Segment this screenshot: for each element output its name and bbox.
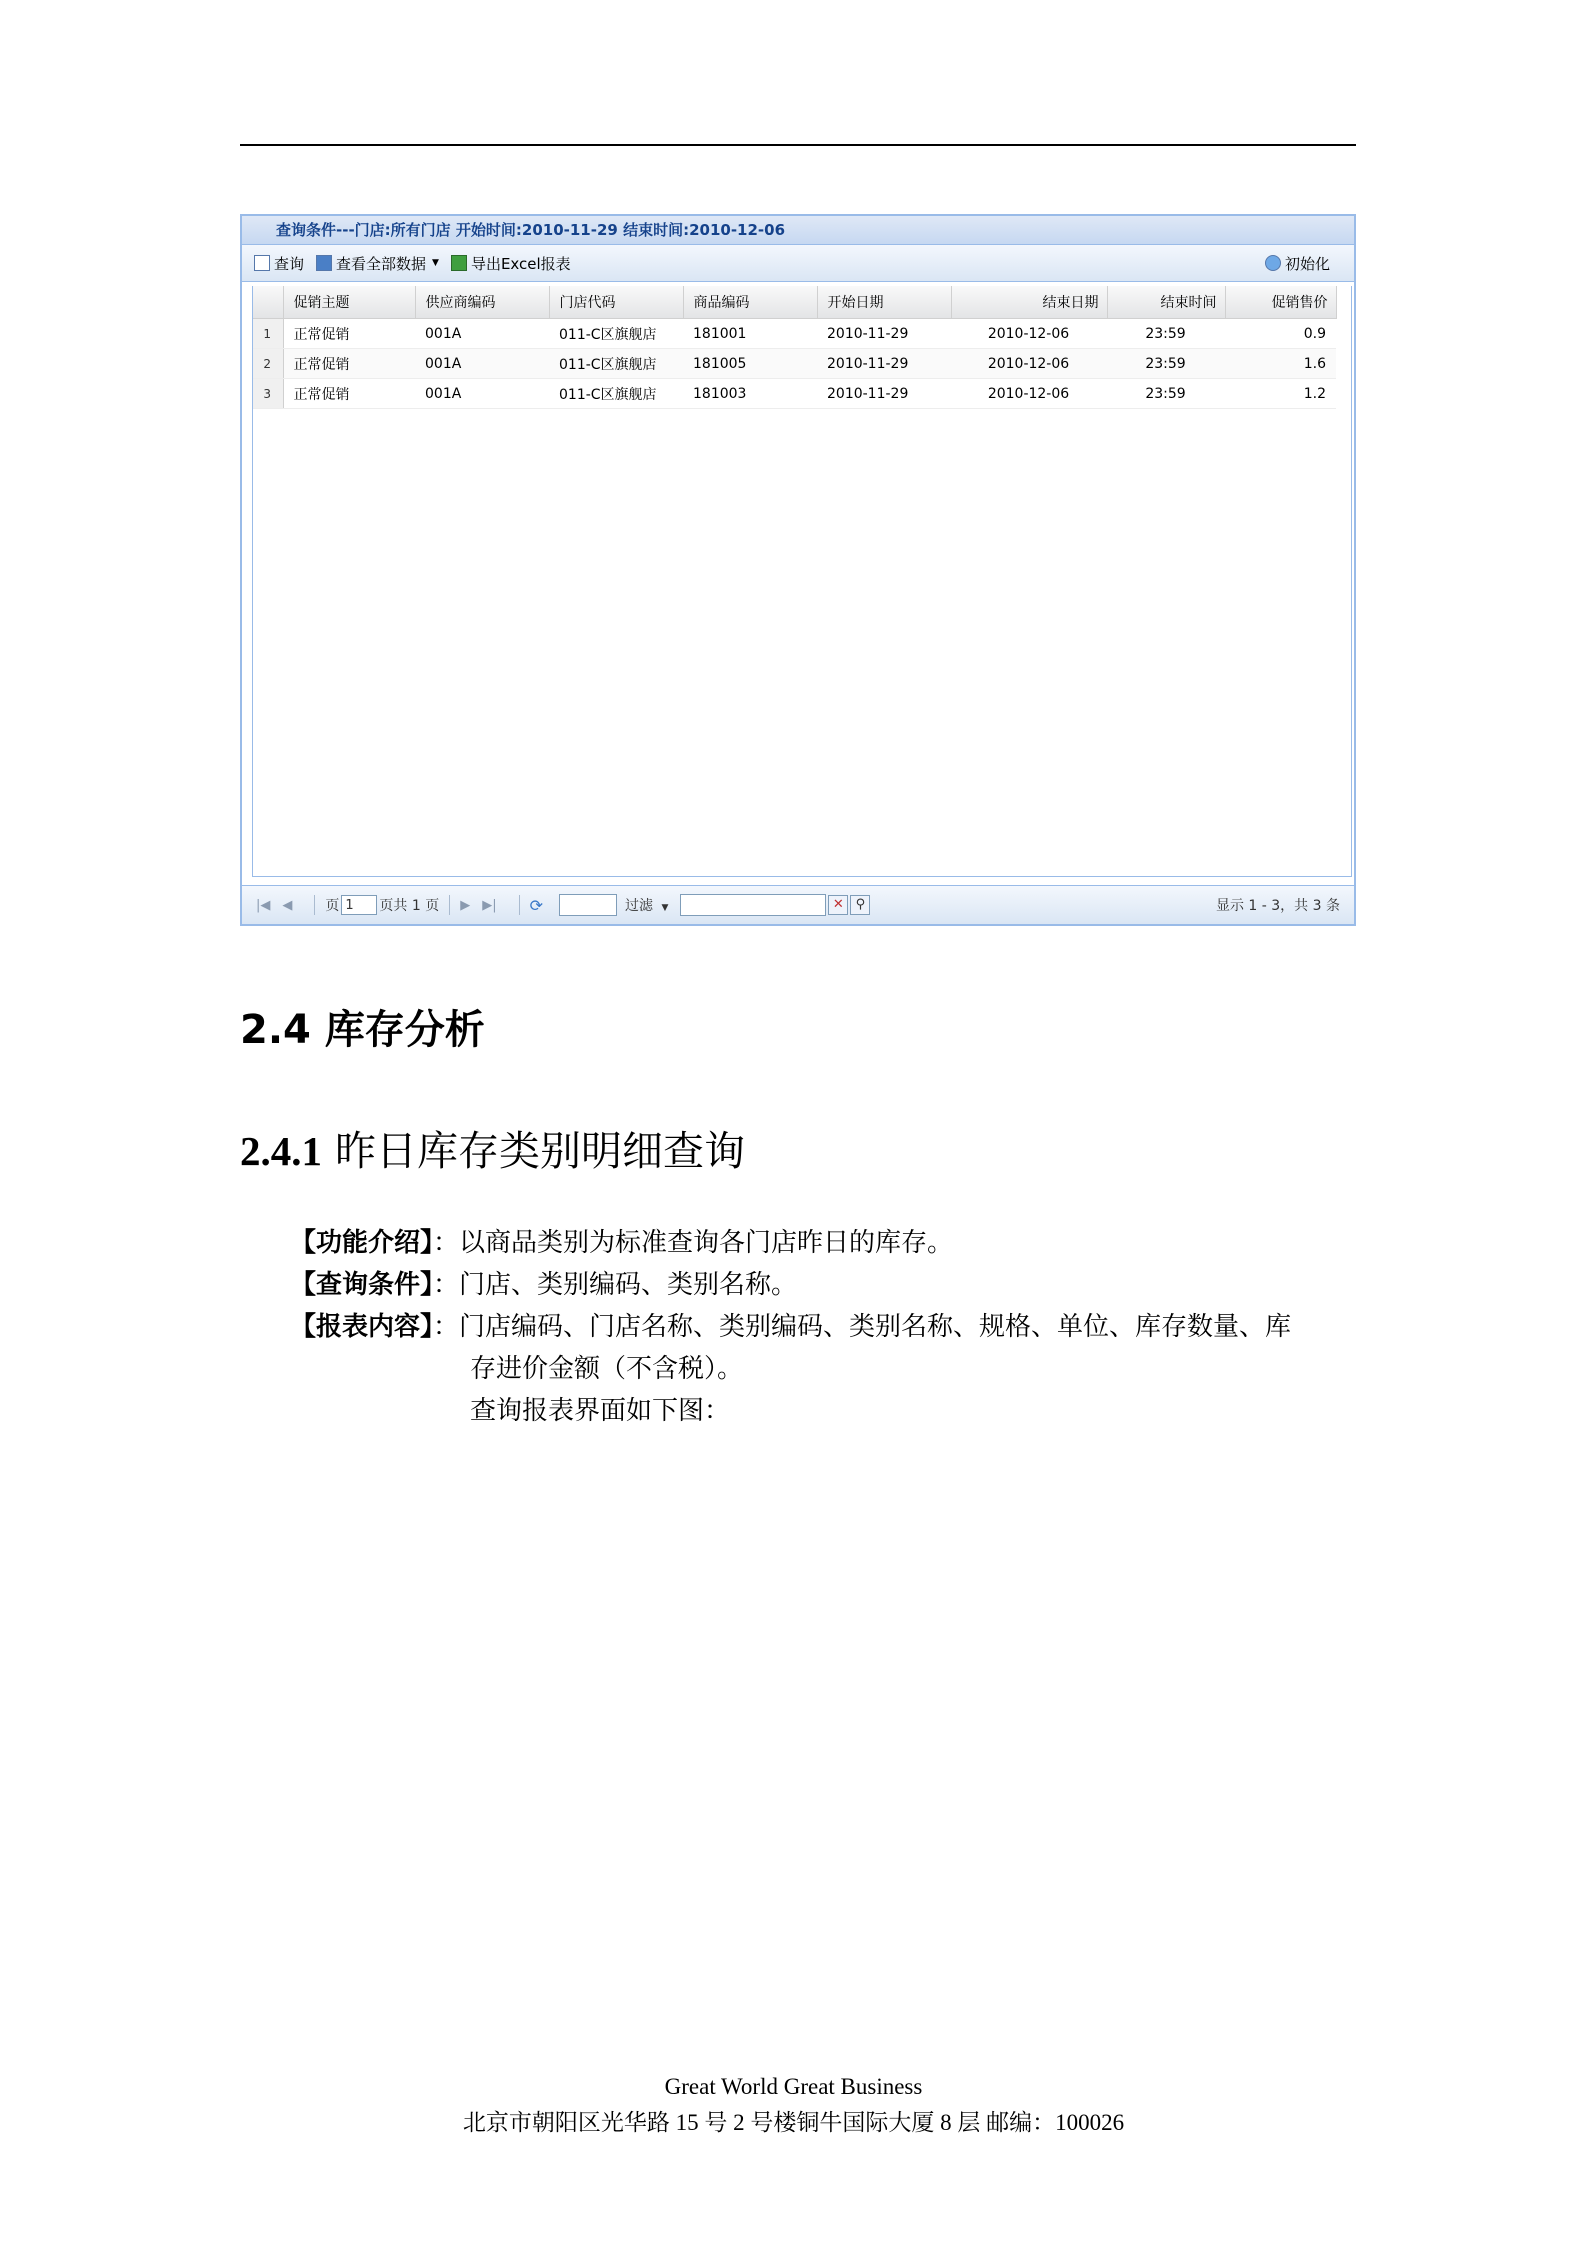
column-header[interactable]: 促销售价	[1225, 286, 1336, 319]
cell-end-time: 23:59	[1107, 379, 1225, 409]
excel-icon	[451, 255, 467, 271]
query-label: 查询	[274, 254, 305, 273]
toolbar	[242, 245, 1354, 282]
cell-start-date: 2010-11-29	[817, 379, 951, 409]
prev-page-icon[interactable]: ◀	[282, 897, 293, 913]
chevron-down-icon: ▼	[661, 903, 669, 913]
column-header[interactable]: 促销主题	[283, 286, 415, 319]
page-number-input[interactable]: 1	[341, 895, 377, 915]
divider	[519, 895, 520, 915]
subsection-heading	[240, 1118, 745, 1177]
cell-price: 0.9	[1225, 319, 1336, 349]
query-conditions-paragraph	[290, 1264, 797, 1306]
cell-theme: 正常促销	[283, 319, 415, 349]
cell-end-date: 2010-12-06	[951, 319, 1107, 349]
para-text: ：以商品类别为标准查询各门店昨日的库存。	[433, 1228, 954, 1258]
column-header[interactable]: 门店代码	[549, 286, 683, 319]
next-page-icon[interactable]: ▶	[460, 897, 471, 913]
row-number: 3	[253, 379, 283, 409]
cell-store: 011-C区旗舰店	[549, 349, 683, 379]
column-header[interactable]: 开始日期	[817, 286, 951, 319]
para-label: 【查询条件】	[290, 1270, 434, 1300]
data-grid	[252, 286, 1352, 877]
initialize-icon	[1265, 255, 1281, 271]
query-button[interactable]	[254, 253, 304, 274]
cell-end-date: 2010-12-06	[951, 379, 1107, 409]
para-label: 【报表内容】	[290, 1312, 434, 1342]
row-number-header	[253, 286, 283, 319]
cell-start-date: 2010-11-29	[817, 319, 951, 349]
report-content-continuation: 存进价金额（不含税）。	[470, 1354, 744, 1384]
export-label: 导出Excel报表	[470, 254, 571, 273]
row-number: 1	[253, 319, 283, 349]
clear-icon[interactable]: ✕	[828, 895, 848, 915]
refresh-icon[interactable]: ⟳	[529, 895, 543, 915]
divider	[449, 895, 450, 915]
view-all-label: 查看全部数据	[336, 254, 427, 273]
cell-theme: 正常促销	[283, 379, 415, 409]
subsection-title: 昨日库存类别明细查询	[335, 1127, 746, 1175]
report-window	[240, 214, 1356, 926]
filter-label: 过滤	[625, 898, 653, 914]
cell-supplier: 001A	[415, 379, 549, 409]
filter-field-input[interactable]	[559, 894, 617, 916]
cell-start-date: 2010-11-29	[817, 349, 951, 379]
section-heading: 2.4 库存分析	[240, 1007, 485, 1053]
initialize-label: 初始化	[1284, 254, 1330, 273]
para-label: 【功能介绍】	[290, 1228, 434, 1258]
cell-price: 1.2	[1225, 379, 1336, 409]
column-header[interactable]: 结束时间	[1107, 286, 1225, 319]
cell-theme: 正常促销	[283, 349, 415, 379]
cell-store: 011-C区旗舰店	[549, 319, 683, 349]
initialize-button[interactable]	[1265, 253, 1330, 274]
cell-item: 181003	[683, 379, 817, 409]
page-label: 页	[325, 898, 340, 914]
para-text: ：门店编码、门店名称、类别编码、类别名称、规格、单位、库存数量、库	[433, 1312, 1292, 1342]
cell-end-time: 23:59	[1107, 319, 1225, 349]
cell-supplier: 001A	[415, 349, 549, 379]
cell-price: 1.6	[1225, 349, 1336, 379]
row-number: 2	[253, 349, 283, 379]
search-icon[interactable]: ⚲	[850, 895, 870, 915]
view-all-data-button[interactable]	[316, 253, 439, 274]
cell-item: 181001	[683, 319, 817, 349]
table-row[interactable]	[253, 379, 1336, 409]
footer-slogan: Great World Great Business	[664, 2074, 923, 2099]
column-header[interactable]: 商品编码	[683, 286, 817, 319]
divider	[314, 895, 315, 915]
cell-item: 181005	[683, 349, 817, 379]
cell-supplier: 001A	[415, 319, 549, 349]
figure-intro-text: 查询报表界面如下图：	[470, 1396, 731, 1426]
column-header[interactable]: 结束日期	[951, 286, 1107, 319]
query-condition-title: 查询条件---门店:所有门店 开始时间:2010-11-29 结束时间:2010-12-06	[242, 216, 1354, 245]
cell-end-date: 2010-12-06	[951, 349, 1107, 379]
column-header[interactable]: 供应商编码	[415, 286, 549, 319]
table-row[interactable]	[253, 319, 1336, 349]
first-page-icon[interactable]: |◀	[256, 897, 271, 913]
last-page-icon[interactable]: ▶|	[482, 897, 497, 913]
page-total: 页共 1 页	[379, 898, 440, 914]
grid-header-row	[253, 286, 1336, 319]
para-text: ：门店、类别编码、类别名称。	[433, 1270, 798, 1300]
export-excel-button[interactable]	[451, 253, 571, 274]
filter-dropdown[interactable]	[625, 895, 668, 915]
function-intro-paragraph	[290, 1222, 953, 1264]
query-icon	[254, 255, 270, 271]
header-rule	[240, 144, 1356, 146]
subsection-number: 2.4.1	[240, 1128, 322, 1174]
paging-toolbar	[242, 885, 1354, 924]
filter-value-input[interactable]	[680, 894, 826, 916]
paging-status: 显示 1 - 3，共 3 条	[1215, 898, 1340, 914]
chevron-down-icon[interactable]: ▼	[432, 258, 439, 268]
cell-store: 011-C区旗舰店	[549, 379, 683, 409]
table-row[interactable]	[253, 349, 1336, 379]
cell-end-time: 23:59	[1107, 349, 1225, 379]
report-content-paragraph	[290, 1306, 1291, 1348]
footer-address: 北京市朝阳区光华路 15 号 2 号楼铜牛国际大厦 8 层 邮编：100026	[462, 2110, 1125, 2135]
table-icon	[316, 255, 332, 271]
